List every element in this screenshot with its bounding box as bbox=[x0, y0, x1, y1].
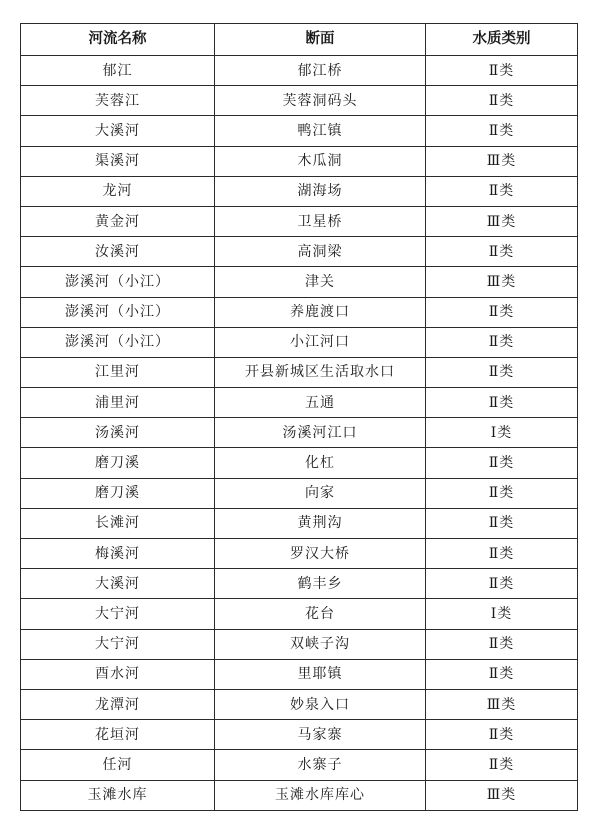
cell-water-quality-class: Ⅲ类 bbox=[426, 780, 578, 810]
cell-water-quality-class: Ⅱ类 bbox=[426, 478, 578, 508]
cell-river-name: 梅溪河 bbox=[21, 539, 215, 569]
cell-river-name: 任河 bbox=[21, 750, 215, 780]
table-row bbox=[21, 750, 578, 780]
cell-water-quality-class: Ⅱ类 bbox=[426, 388, 578, 418]
cell-section: 罗汉大桥 bbox=[215, 539, 426, 569]
cell-river-name: 磨刀溪 bbox=[21, 478, 215, 508]
cell-river-name: 花垣河 bbox=[21, 720, 215, 750]
cell-river-name: 大溪河 bbox=[21, 569, 215, 599]
cell-water-quality-class: Ⅱ类 bbox=[426, 116, 578, 146]
cell-river-name: 渠溪河 bbox=[21, 146, 215, 176]
cell-section: 芙蓉洞码头 bbox=[215, 86, 426, 116]
cell-water-quality-class: Ⅱ类 bbox=[426, 357, 578, 387]
table-row bbox=[21, 206, 578, 236]
table-header-row bbox=[21, 24, 578, 56]
table-row bbox=[21, 146, 578, 176]
cell-river-name: 大溪河 bbox=[21, 116, 215, 146]
table-row bbox=[21, 599, 578, 629]
cell-section: 鸭江镇 bbox=[215, 116, 426, 146]
cell-water-quality-class: Ⅱ类 bbox=[426, 448, 578, 478]
cell-river-name: 澎溪河（小江） bbox=[21, 267, 215, 297]
cell-river-name: 汝溪河 bbox=[21, 237, 215, 267]
cell-water-quality-class: Ⅱ类 bbox=[426, 750, 578, 780]
cell-section: 花台 bbox=[215, 599, 426, 629]
cell-river-name: 浦里河 bbox=[21, 388, 215, 418]
cell-river-name: 大宁河 bbox=[21, 629, 215, 659]
table-row bbox=[21, 176, 578, 206]
header-water-quality-class: 水质类别 bbox=[426, 24, 578, 56]
table-row bbox=[21, 689, 578, 719]
table-row bbox=[21, 539, 578, 569]
cell-river-name: 郁江 bbox=[21, 56, 215, 86]
cell-river-name: 大宁河 bbox=[21, 599, 215, 629]
cell-water-quality-class: Ⅱ类 bbox=[426, 297, 578, 327]
cell-river-name: 磨刀溪 bbox=[21, 448, 215, 478]
water-quality-table bbox=[20, 23, 578, 811]
cell-section: 黄荆沟 bbox=[215, 508, 426, 538]
cell-river-name: 玉滩水库 bbox=[21, 780, 215, 810]
cell-water-quality-class: Ⅱ类 bbox=[426, 56, 578, 86]
cell-water-quality-class: Ⅲ类 bbox=[426, 267, 578, 297]
table-body bbox=[21, 56, 578, 811]
table-row bbox=[21, 569, 578, 599]
cell-water-quality-class: Ⅰ类 bbox=[426, 418, 578, 448]
cell-section: 化杠 bbox=[215, 448, 426, 478]
cell-section: 湖海场 bbox=[215, 176, 426, 206]
table-row bbox=[21, 720, 578, 750]
cell-section: 五通 bbox=[215, 388, 426, 418]
cell-water-quality-class: Ⅱ类 bbox=[426, 720, 578, 750]
table-row bbox=[21, 418, 578, 448]
cell-water-quality-class: Ⅲ类 bbox=[426, 206, 578, 236]
table-row bbox=[21, 388, 578, 418]
table-row bbox=[21, 237, 578, 267]
cell-section: 郁江桥 bbox=[215, 56, 426, 86]
cell-section: 小江河口 bbox=[215, 327, 426, 357]
cell-section: 养鹿渡口 bbox=[215, 297, 426, 327]
cell-section: 鹤丰乡 bbox=[215, 569, 426, 599]
table-row bbox=[21, 357, 578, 387]
table-row bbox=[21, 478, 578, 508]
table-row bbox=[21, 297, 578, 327]
cell-water-quality-class: Ⅱ类 bbox=[426, 569, 578, 599]
cell-river-name: 澎溪河（小江） bbox=[21, 327, 215, 357]
cell-water-quality-class: Ⅱ类 bbox=[426, 508, 578, 538]
cell-water-quality-class: Ⅱ类 bbox=[426, 659, 578, 689]
cell-section: 汤溪河江口 bbox=[215, 418, 426, 448]
table-row bbox=[21, 267, 578, 297]
cell-water-quality-class: Ⅲ类 bbox=[426, 146, 578, 176]
cell-section: 水寨子 bbox=[215, 750, 426, 780]
cell-water-quality-class: Ⅱ类 bbox=[426, 327, 578, 357]
table-row bbox=[21, 780, 578, 810]
cell-section: 木瓜洞 bbox=[215, 146, 426, 176]
cell-river-name: 芙蓉江 bbox=[21, 86, 215, 116]
header-section: 断面 bbox=[215, 24, 426, 56]
cell-section: 玉滩水库库心 bbox=[215, 780, 426, 810]
cell-water-quality-class: Ⅱ类 bbox=[426, 629, 578, 659]
cell-water-quality-class: Ⅲ类 bbox=[426, 689, 578, 719]
cell-section: 向家 bbox=[215, 478, 426, 508]
table-row bbox=[21, 508, 578, 538]
table-row bbox=[21, 448, 578, 478]
cell-river-name: 龙河 bbox=[21, 176, 215, 206]
cell-water-quality-class: Ⅱ类 bbox=[426, 539, 578, 569]
cell-river-name: 酉水河 bbox=[21, 659, 215, 689]
cell-section: 津关 bbox=[215, 267, 426, 297]
table-row bbox=[21, 56, 578, 86]
table-row bbox=[21, 116, 578, 146]
cell-section: 妙泉入口 bbox=[215, 689, 426, 719]
cell-section: 卫星桥 bbox=[215, 206, 426, 236]
cell-water-quality-class: Ⅱ类 bbox=[426, 86, 578, 116]
cell-river-name: 龙潭河 bbox=[21, 689, 215, 719]
table-row bbox=[21, 659, 578, 689]
cell-water-quality-class: Ⅱ类 bbox=[426, 176, 578, 206]
cell-section: 高洞梁 bbox=[215, 237, 426, 267]
cell-river-name: 汤溪河 bbox=[21, 418, 215, 448]
table-row bbox=[21, 327, 578, 357]
cell-section: 开县新城区生活取水口 bbox=[215, 357, 426, 387]
cell-river-name: 江里河 bbox=[21, 357, 215, 387]
header-river-name: 河流名称 bbox=[21, 24, 215, 56]
cell-water-quality-class: Ⅱ类 bbox=[426, 237, 578, 267]
cell-section: 马家寨 bbox=[215, 720, 426, 750]
cell-section: 双峡子沟 bbox=[215, 629, 426, 659]
cell-section: 里耶镇 bbox=[215, 659, 426, 689]
cell-river-name: 澎溪河（小江） bbox=[21, 297, 215, 327]
table-row bbox=[21, 86, 578, 116]
cell-river-name: 长滩河 bbox=[21, 508, 215, 538]
table-row bbox=[21, 629, 578, 659]
cell-river-name: 黄金河 bbox=[21, 206, 215, 236]
cell-water-quality-class: Ⅰ类 bbox=[426, 599, 578, 629]
